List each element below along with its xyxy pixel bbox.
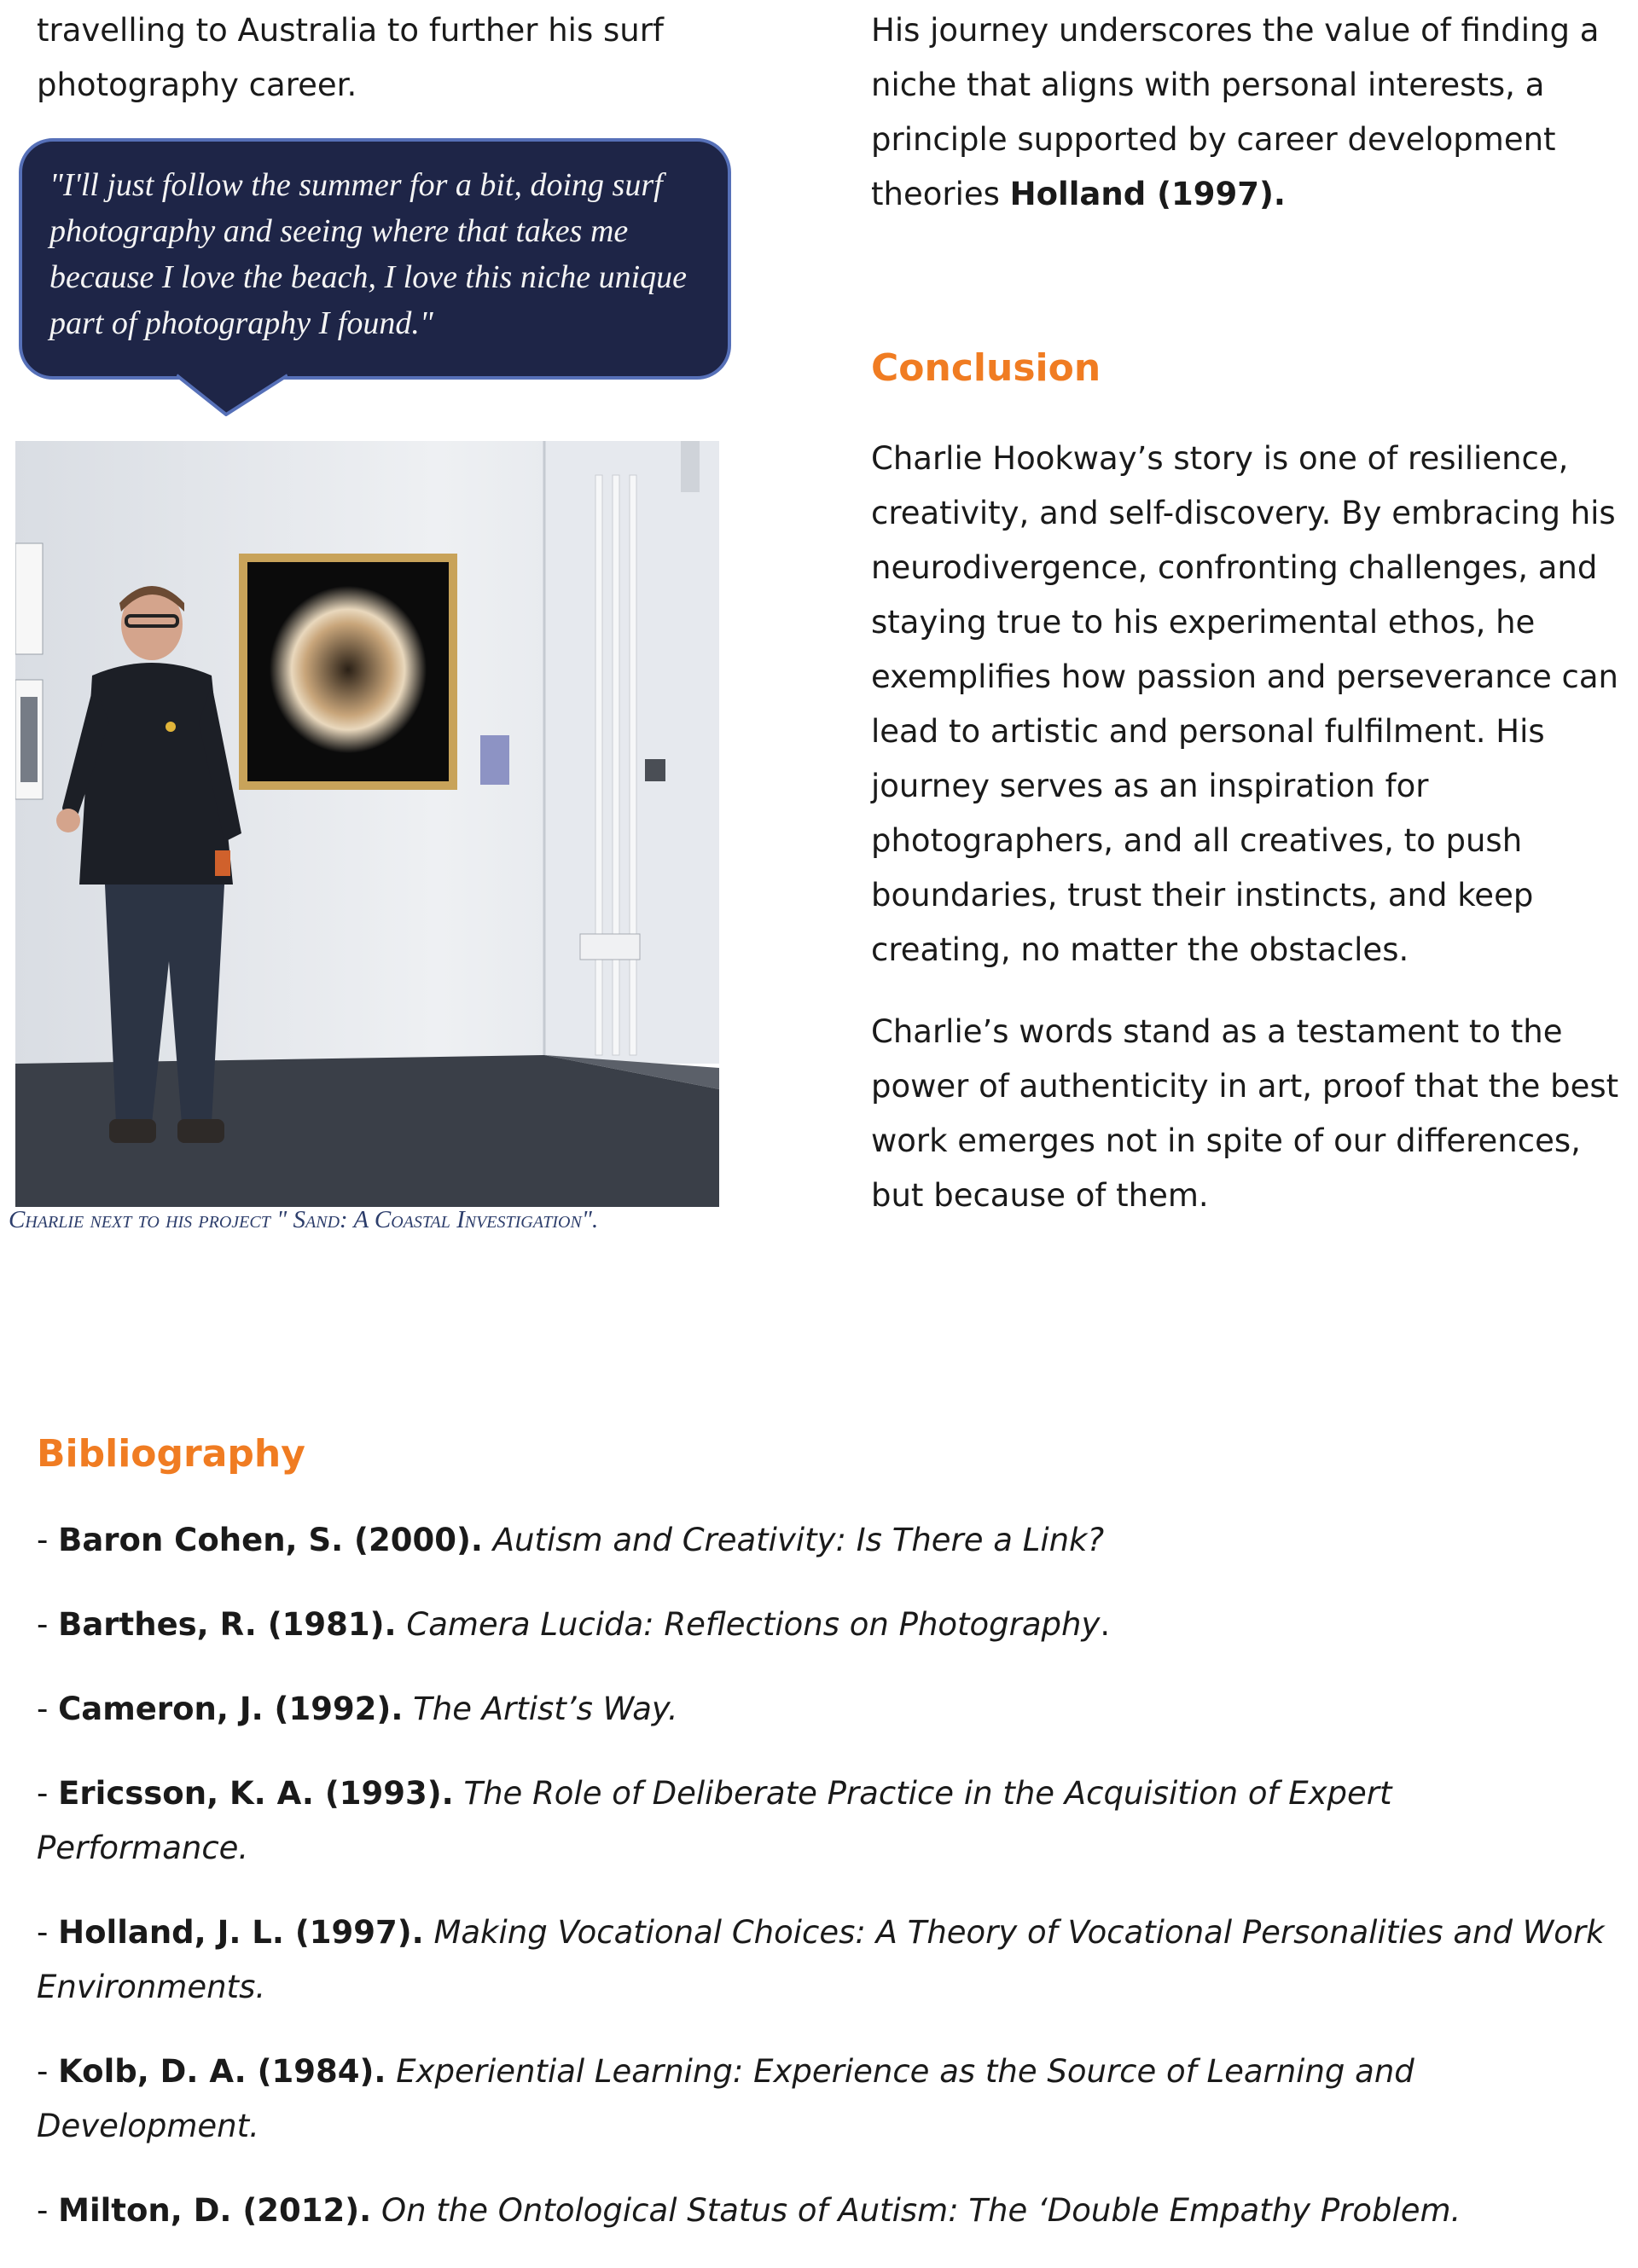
entry-title: Autism and Creativity: Is There a Link? <box>492 1522 1105 1558</box>
entry-author: Barthes, R. (1981). <box>58 1606 397 1643</box>
entry-dash: - <box>37 1691 59 1727</box>
entry-author: Baron Cohen, S. (2000). <box>58 1522 483 1558</box>
entry-title: Making Vocational Choices: A Theory of Vocational Personalities and Work Environments. <box>37 1914 1605 2005</box>
bibliography-entry <box>37 1598 1606 1652</box>
bibliography-heading: Bibliography <box>37 1432 305 1476</box>
entry-author: Milton, D. (2012). <box>58 2192 372 2229</box>
bibliography-entry <box>37 1766 1606 1876</box>
entry-dash: - <box>37 2192 59 2229</box>
conclusion-paragraph-1: Charlie Hookway’s story is one of resilience, creativity, and self-discovery. By embracing his neurodivergence, confronting challenges, and staying true to his experimental ethos, he exemplifies how passion and perseverance can lead to artistic and personal fulfilment. His journey serves as an inspiration for photographers, and all creatives, to push boundaries, trust their instincts, and keep creating, no matter the obstacles. <box>871 440 1618 968</box>
entry-title: Experiential Learning: Experience as the Source of Learning and Development. <box>37 2053 1414 2144</box>
entry-author: Ericsson, K. A. (1993). <box>58 1775 454 1812</box>
entry-title: The Artist’s Way. <box>413 1691 678 1727</box>
entry-dash: - <box>37 1606 59 1643</box>
intro-line-1: travelling to Australia to further his surf <box>37 12 664 49</box>
entry-author: Kolb, D. A. (1984). <box>58 2053 386 2090</box>
conclusion-heading: Conclusion <box>871 346 1101 390</box>
entry-title: On the Ontological Status of Autism: The ‘Double Empathy Problem. <box>380 2192 1461 2229</box>
right-column <box>871 3 1622 222</box>
entry-suffix: . <box>1100 1606 1111 1643</box>
photo-caption: Charlie next to his project " Sand: A Coastal Investigation". <box>9 1206 599 1233</box>
exhibition-photo <box>15 441 719 1207</box>
entry-dash: - <box>37 1522 59 1558</box>
bibliography-entry <box>37 1513 1606 1568</box>
pull-quote: "I'll just follow the summer for a bit, doing surf photography and seeing where that takes me because I love the beach, I love this niche unique part of photography I found." <box>49 167 688 341</box>
entry-title: The Role of Deliberate Practice in the Acquisition of Expert Performance. <box>37 1775 1392 1866</box>
entry-author: Holland, J. L. (1997). <box>58 1914 424 1951</box>
entry-dash: - <box>37 2053 59 2090</box>
entry-title: Camera Lucida: Reflections on Photography <box>406 1606 1101 1643</box>
conclusion-body <box>871 432 1622 1223</box>
holland-reference: Holland (1997). <box>1009 176 1286 212</box>
entry-dash: - <box>37 1775 59 1812</box>
bibliography-entry <box>37 1682 1606 1737</box>
journey-text: His journey underscores the value of finding a niche that aligns with personal interests, a principle supported by career development theories <box>871 12 1600 212</box>
conclusion-paragraph-2: Charlie’s words stand as a testament to the power of authenticity in art, proof that the best work emerges not in spite of our differences, but because of them. <box>871 1013 1619 1214</box>
intro-line-2: photography career. <box>37 67 357 103</box>
quote-bubble-tail <box>177 374 288 416</box>
bibliography-entry <box>37 1905 1606 2015</box>
entry-author: Cameron, J. (1992). <box>58 1691 404 1727</box>
bibliography-list <box>37 1513 1606 2268</box>
entry-dash: - <box>37 1914 59 1951</box>
bibliography-entry <box>37 2184 1606 2238</box>
journey-paragraph <box>871 3 1622 222</box>
bibliography-entry <box>37 2045 1606 2154</box>
intro-paragraph <box>37 3 804 113</box>
